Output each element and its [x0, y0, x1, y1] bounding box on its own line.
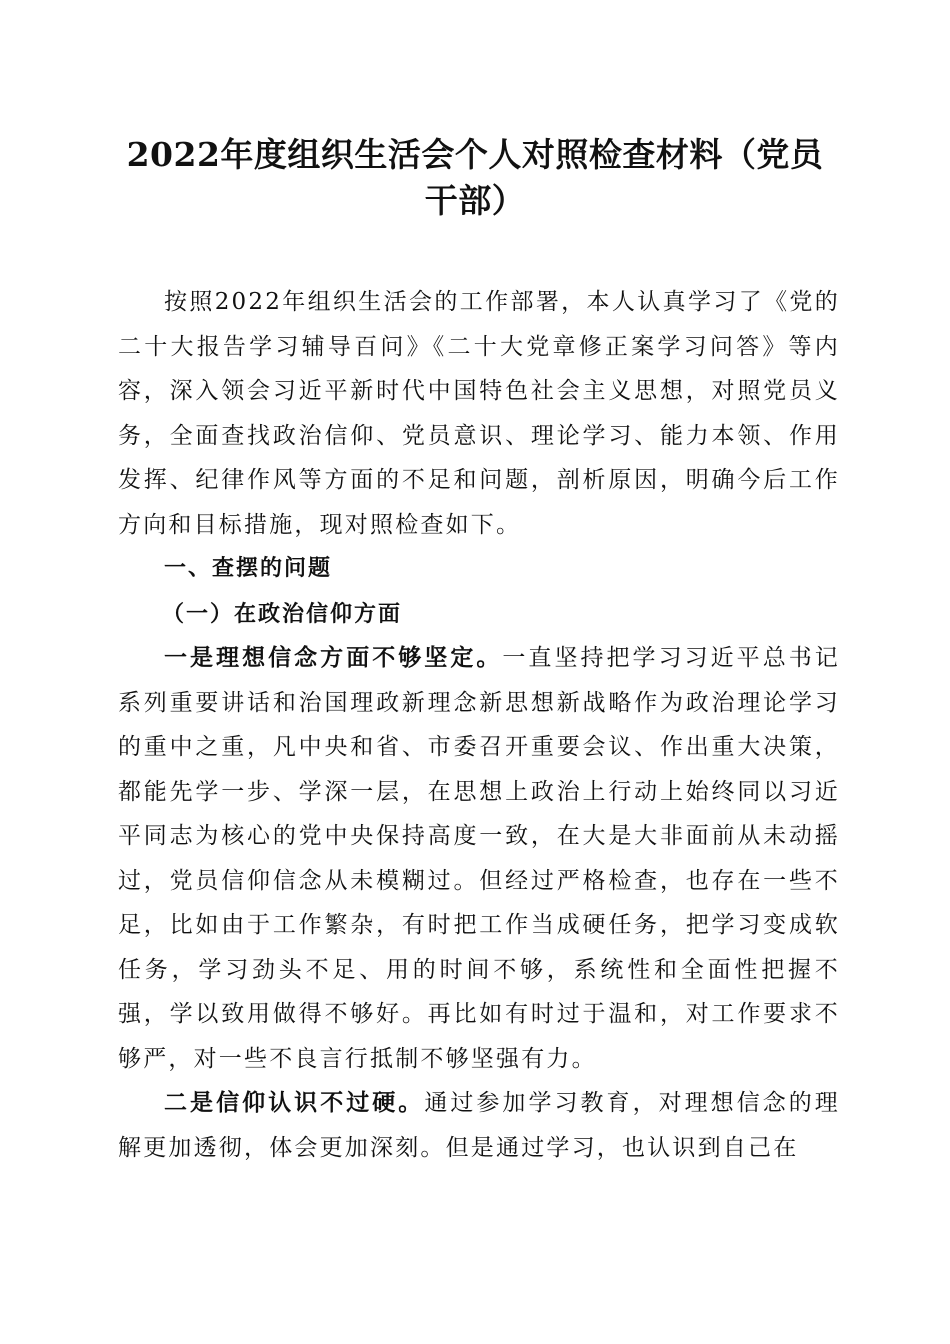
item-paragraph-2 — [118, 1081, 840, 1170]
subsection-heading-political-belief: （一）在政治信仰方面 — [162, 600, 403, 627]
item-text-1: 一直坚持把学习习近平总书记系列重要讲话和治国理政新理念新思想新战略作为政治理论学习的重中之重，凡中央和省、市委召开重要会议、作出重大决策，都能先学一步、学深一层，在思想上政治上行动上始终同以习近平同志为核心的党中央保持高度一致，在大是大非面前从未动摇过，党员信仰信念从未模糊过。但经过严格检查，也存在一些不足，比如由于工作繁杂，有时把工作当成硬任务，把学习变成软任务，学习劲头不足、用的时间不够，系统性和全面性把握不强，学以致用做得不够好。再比如有时过于温和，对工作要求不够严，对一些不良言行抵制不够坚强有力。 — [118, 645, 840, 1072]
document-body — [118, 280, 840, 1170]
item-paragraph-1 — [118, 636, 840, 1081]
intro-paragraph: 按照2022年组织生活会的工作部署，本人认真学习了《党的二十大报告学习辅导百问》《二十大党章修正案学习问答》等内容，深入领会习近平新时代中国特色社会主义思想，对照党员义务，全面查找政治信仰、党员意识、理论学习、能力本领、作用发挥、纪律作风等方面的不足和问题，剖析原因，明确今后工作方向和目标措施，现对照检查如下。 — [118, 289, 840, 538]
document-title: 2022年度组织生活会个人对照检查材料（党员干部） — [126, 135, 824, 220]
item-lead-2: 二是信仰认识不过硬。 — [164, 1089, 425, 1116]
section-heading-problems: 一、查摆的问题 — [164, 556, 333, 581]
item-text-2: 通过参加学习教育，对理想信念的理解更加透彻，体会更加深刻。但是通过学习，也认识到自己在 — [118, 1090, 841, 1161]
item-lead-1: 一是理想信念方面不够坚定。 — [164, 644, 503, 671]
